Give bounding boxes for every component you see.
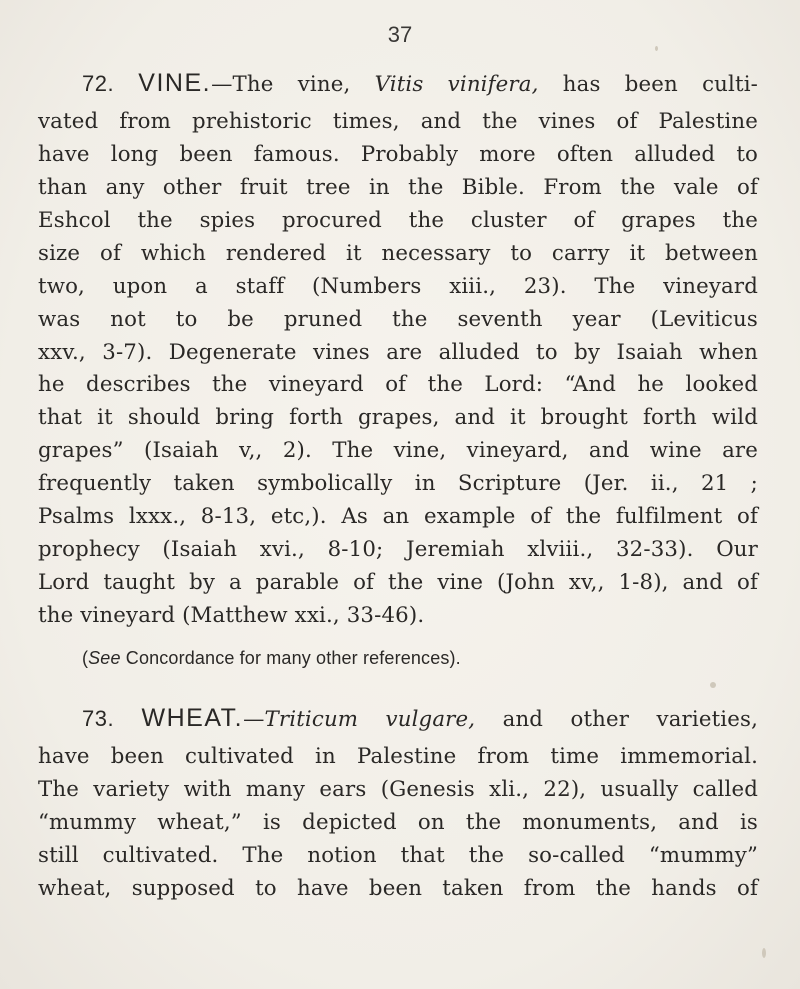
text-line: “mummy wheat,” is depicted on the monuments, and is [38,810,758,835]
text-line: xxv., 3-7). Degenerate vines are alluded to by Isaiah when [38,340,758,365]
text-line: Lord taught by a parable of the vine (John xv,, 1-8), and of [38,570,758,595]
page-number: 37 [387,22,413,47]
entry-73-first-line [82,705,758,733]
paper-speck [762,948,766,958]
entry-heading: WHEAT. [141,704,244,732]
note-see: See [88,648,121,668]
paper-speck [710,682,716,688]
text-line: prophecy (Isaiah xvi., 8-10; Jeremiah xlviii., 32-33). Our [38,537,758,562]
text-line: grapes” (Isaiah v,, 2). The vine, vineyard, and wine are [38,438,758,463]
text-line: have been cultivated in Palestine from time immemorial. [38,744,758,769]
entry-text: and other varieties, [475,707,759,732]
paper-speck [655,46,658,51]
entry-heading: VINE. [138,69,212,97]
text-line: he describes the vineyard of the Lord: “And he looked [38,372,758,397]
note-open-paren: ( [82,648,89,668]
text-line: have long been famous. Probably more often alluded to [38,142,758,167]
text-line: Eshcol the spies procured the cluster of grapes the [38,208,758,233]
text-line: wheat, supposed to have been taken from the hands of [38,876,758,901]
entry-72-first-line [82,70,758,98]
concordance-note [82,645,461,671]
note-text: Concordance for many other references). [120,648,461,668]
text-line: The variety with many ears (Genesis xli., 22), usually called [38,777,758,802]
text-line: frequently taken symbolically in Scripture (Jer. ii., 21 ; [38,471,758,496]
text-line: still cultivated. The notion that the so-called “mummy” [38,843,758,868]
text-line: than any other fruit tree in the Bible. From the vale of [38,175,758,200]
text-line: Psalms lxxx., 8-13, etc,). As an example of the fulfilment of [38,504,758,529]
text-line: was not to be pruned the seventh year (Leviticus [38,307,758,332]
entry-text: has been culti- [538,72,758,97]
text-line: the vineyard (Matthew xxi., 33-46). [38,603,425,628]
entry-number: 72. [82,71,115,96]
entry-text: —The vine, [211,72,375,97]
entry-number: 73. [82,706,115,731]
text-line: that it should bring forth grapes, and it brought forth wild [38,405,758,430]
text-line: size of which rendered it necessary to carry it between [38,241,758,266]
text-line: two, upon a staff (Numbers xiii., 23). The vineyard [38,274,758,299]
text-line: vated from prehistoric times, and the vines of Palestine [38,109,758,134]
entry-text: — [243,707,265,732]
entry-latin-name: Triticum vulgare, [264,707,476,732]
entry-latin-name: Vitis vinifera, [374,72,539,97]
